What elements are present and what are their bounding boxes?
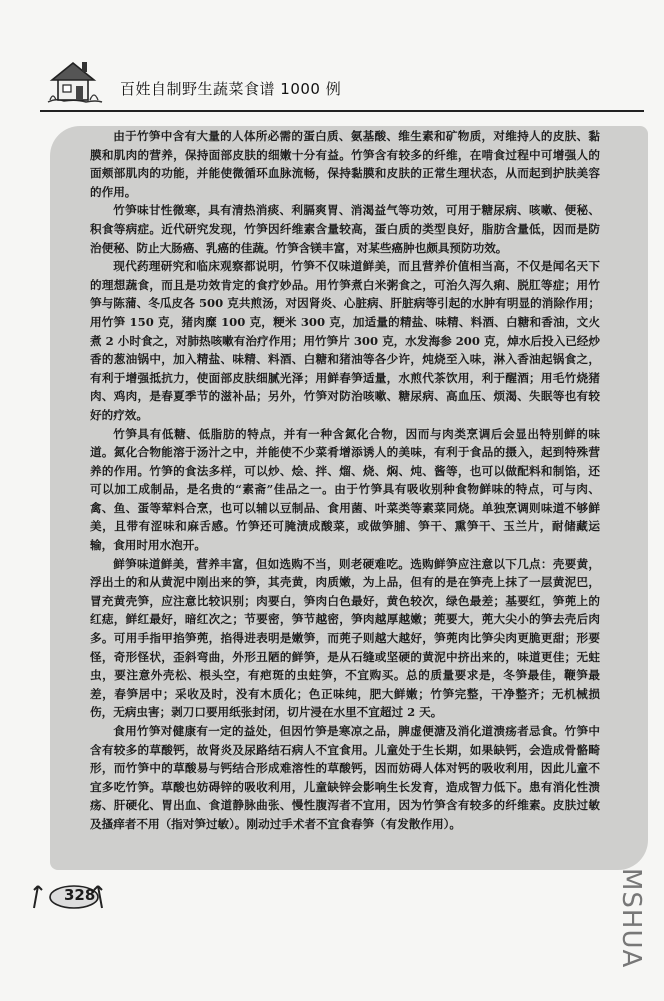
page-number-badge bbox=[28, 882, 108, 912]
paragraph: 食用竹笋对健康有一定的益处，但因竹笋是寒凉之品，脾虚便溏及消化道溃疡者忌食。竹笋中含有较多的草酸钙，故肾炎及尿路结石病人不宜食用。儿童处于生长期，如果缺钙，会造成骨骼畸形，而竹笋中的草酸易与钙结合形成难溶性的草酸钙，因而妨碍人体对钙的吸收利用，因此儿童不宜多吃竹笋。草酸也妨碍锌的吸收利用，儿童缺锌会影响生长发育，造成智力低下。患有消化性溃疡、肝硬化、胃出血、食道静脉曲张、慢性腹泻者不宜用，因为竹笋含有较多的纤维素。皮肤过敏及搔痒者不用（指对笋过敏）。刚动过手术者不宜食春笋（有发散作用）。 bbox=[90, 724, 600, 831]
watermark bbox=[616, 868, 660, 998]
paragraph: 鲜笋味道鲜美，营养丰富，但如选购不当，则老硬难吃。选购鲜笋应注意以下几点：壳要黄，浮出土的和从黄泥中刚出来的笋，其壳黄，肉质嫩，为上品，但有的是在笋壳上抹了一层黄泥巴，冒充黄壳笋，应注意比较识别；肉要白，笋肉白色最好，黄色较次，绿色最差；基要红，笋蔸上的红痣，鲜红最好，暗红次之；节要密，笋节越密，笋肉越厚越嫩；蔸要大，蔸大尖小的笋去壳后肉多。可用手指甲掐笋蔸，掐得进表明是嫩笋，而蔸子则越大越好，笋蔸肉比笋尖肉更脆更甜；形要怪，奇形怪状，歪斜弯曲，外形丑陋的鲜笋，是从石缝或坚硬的黄泥中挤出来的，味道更佳；无蛀虫，要注意外壳松、根头空，有疤斑的虫蛀笋，不宜购买。总的质量要求是，冬笋最佳，鞭笋最差，春笋居中；采收及时，没有木质化；色正味纯，肥大鲜嫩；竹笋完整，干净整齐；无机械损伤，无病虫害；剥刀口要用纸张封闭，切片浸在水里不宜超过 2 天。 bbox=[90, 556, 600, 720]
paragraph: 竹笋味甘性微寒，具有清热消痰、利膈爽胃、消渴益气等功效，可用于糖尿病、咳嗽、便秘、积食等病症。近代研究发现，竹笋因纤维素含量较高，蛋白质的类型良好，脂肪含量低，因而是防治便秘、防止大肠癌、乳癌的佳蔬。竹笋含镁丰富，对某些癌肿也颇具预防功效。 bbox=[90, 203, 600, 255]
book-title: 百姓自制野生蔬菜食谱 1000 例 bbox=[120, 80, 342, 98]
watermark-text: MSHUA bbox=[616, 868, 646, 969]
page-number: 328 bbox=[64, 886, 96, 904]
house-logo-icon bbox=[46, 58, 104, 104]
paragraph: 现代药理研究和临床观察都说明，竹笋不仅味道鲜美，而且营养价值相当高，不仅是闻名天下的理想蔬食，而且是功效肯定的食疗妙品。用竹笋煮白米粥食之，可治久泻久痢、脱肛等症；用竹笋与陈蒲、冬瓜皮各 500 克共煎汤，对因肾炎、心脏病、肝脏病等引起的水肿有明显的消除作用；用竹笋 150 克，猪肉糜 100 克，粳米 300 克，加适量的精盐、味精、料酒、白糖和香油，文火煮 2 小时食之，对肺热咳嗽有治疗作用；用竹笋片 300 克，水发海参 200 克，焯水后投入已经炒香的葱油锅中，加入精盐、味精、料酒、白糖和猪油等各少许，炖烧至入味，淋入香油起锅食之，有利于增强抵抗力，使面部皮肤细腻光泽；用鲜春笋适量，水煎代茶饮用，利于醒酒；用毛竹烧猪肉、鸡肉，是春夏季节的滋补品；另外，竹笋对防治咳嗽、糖尿病、高血压、烦渴、失眠等也有较好的疗效。 bbox=[90, 259, 600, 422]
paragraph: 竹笋具有低糖、低脂肪的特点，并有一种含氮化合物，因而与肉类烹调后会显出特别鲜的味道。氮化合物能溶于汤汁之中，并能使不少菜肴增添诱人的美味，有利于食品的摄入，起到特殊营养的作用。竹笋的食法多样，可以炒、烩、拌、熘、烧、焖、炖、酱等，也可以做配料和制馅，还可以加工成制品，是名贵的“素斋”佳品之一。由于竹笋具有吸收别种食物鲜味的特点，可与肉、禽、鱼、蛋等荤料合烹，也可以辅以豆制品、食用菌、叶菜类等素菜同烧。单独烹调则味道不够鲜美，且带有涩味和麻舌感。竹笋还可腌渍成酸菜，或做笋脯、笋干、熏笋干、玉兰片，耐储藏运输，食用时用水泡开。 bbox=[90, 426, 600, 553]
page-header bbox=[40, 58, 640, 108]
body-text bbox=[90, 127, 600, 834]
header-rule bbox=[40, 110, 644, 112]
paragraph: 由于竹笋中含有大量的人体所必需的蛋白质、氨基酸、维生素和矿物质，对维持人的皮肤、黏膜和肌肉的营养，保持面部皮肤的细嫩十分有益。竹笋含有较多的纤维，在啃食过程中可增强人的面颊部肌肉的功能，并能使微循环血脉流畅，保持黏膜和皮肤的正常生理状态，从而起到护肤美容的作用。 bbox=[90, 129, 600, 199]
